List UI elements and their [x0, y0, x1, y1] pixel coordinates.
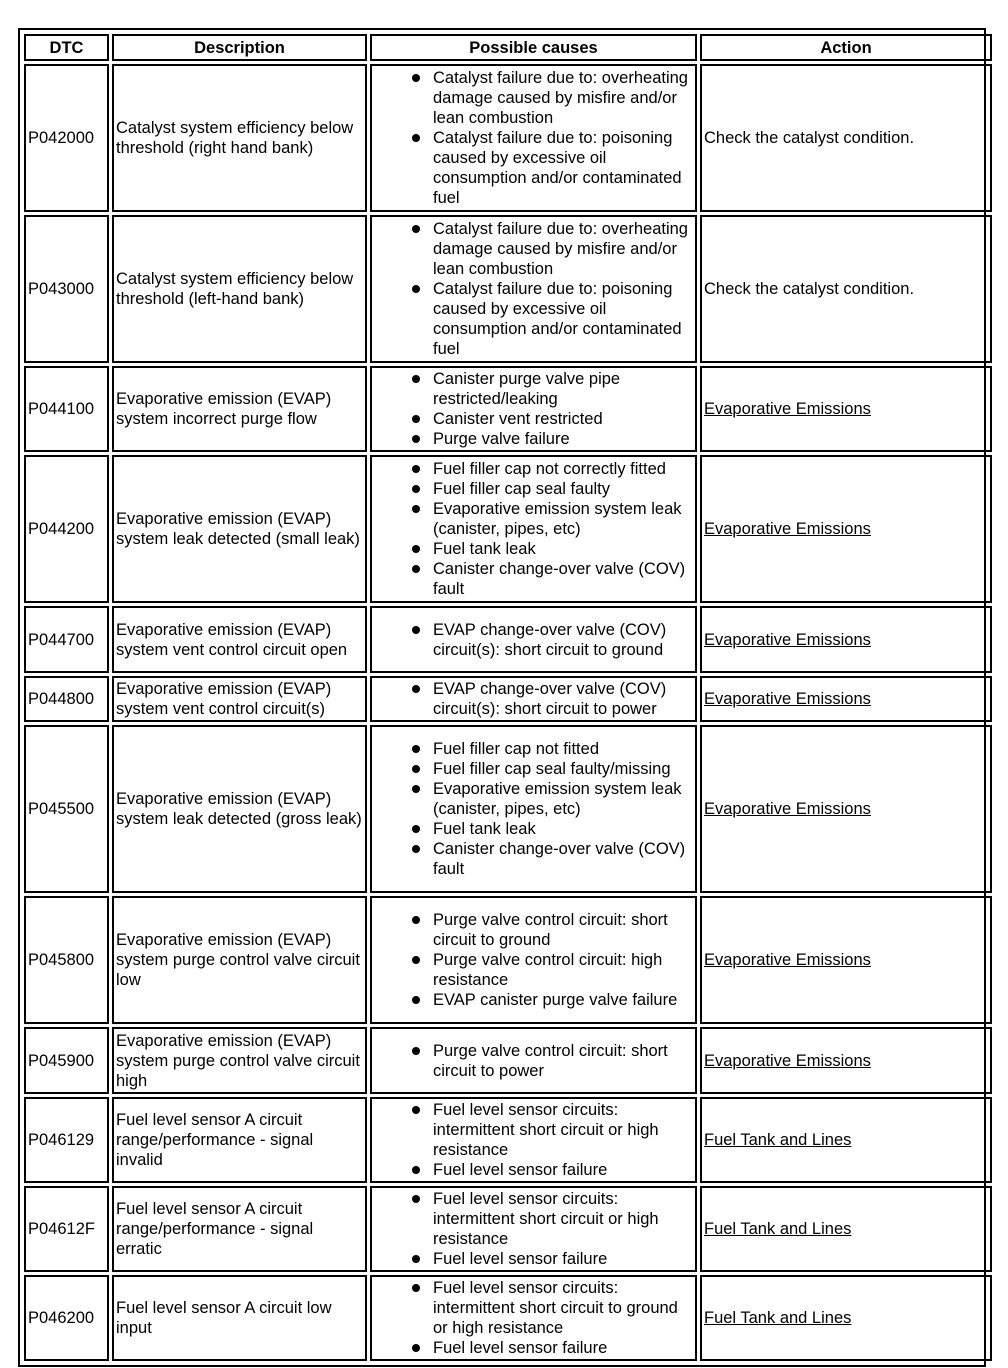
header-description: Description — [112, 34, 367, 61]
action-cell — [700, 676, 992, 722]
header-dtc: DTC — [24, 34, 109, 61]
causes-list — [372, 68, 693, 208]
table-row — [24, 1027, 992, 1094]
causes-list — [372, 219, 693, 359]
cause-item: Canister purge valve pipe restricted/leaking — [372, 369, 693, 409]
action-cell — [700, 896, 992, 1024]
causes-list — [372, 679, 693, 719]
dtc-description: Fuel level sensor A circuit range/performance - signal invalid — [112, 1097, 367, 1183]
possible-causes-cell — [370, 1027, 697, 1094]
action-link[interactable]: Evaporative Emissions — [704, 1051, 871, 1070]
dtc-code: P044700 — [24, 606, 109, 673]
cause-item: Canister change-over valve (COV) fault — [372, 839, 693, 879]
causes-list — [372, 620, 693, 660]
cause-item: EVAP change-over valve (COV) circuit(s): short circuit to power — [372, 679, 693, 719]
dtc-description: Evaporative emission (EVAP) system purge control valve circuit low — [112, 896, 367, 1024]
dtc-table — [21, 31, 995, 1364]
table-row — [24, 64, 992, 212]
action-link[interactable]: Evaporative Emissions — [704, 400, 871, 418]
cause-item: Catalyst failure due to: poisoning caused by excessive oil consumption and/or contaminated fuel — [372, 128, 693, 208]
causes-list — [372, 1041, 693, 1081]
cause-item: Evaporative emission system leak (canister, pipes, etc) — [372, 499, 693, 539]
header-possible-causes: Possible causes — [370, 34, 697, 61]
cause-item: Fuel filler cap seal faulty/missing — [372, 759, 693, 779]
dtc-description: Catalyst system efficiency below threshold (left-hand bank) — [112, 215, 367, 363]
causes-list — [372, 1100, 693, 1180]
table-row — [24, 606, 992, 673]
causes-list — [372, 1189, 693, 1269]
dtc-description: Evaporative emission (EVAP) system leak detected (gross leak) — [112, 725, 367, 893]
dtc-code: P044200 — [24, 455, 109, 603]
dtc-code: P045800 — [24, 896, 109, 1024]
dtc-code: P04612F — [24, 1186, 109, 1272]
header-action: Action — [700, 34, 992, 61]
dtc-code: P045900 — [24, 1027, 109, 1094]
table-row — [24, 1186, 992, 1272]
cause-item: Purge valve control circuit: short circuit to ground — [372, 910, 693, 950]
dtc-code: P044800 — [24, 676, 109, 722]
possible-causes-cell — [370, 1097, 697, 1183]
dtc-table-frame — [18, 28, 986, 1367]
cause-item: Canister vent restricted — [372, 409, 693, 429]
possible-causes-cell — [370, 366, 697, 452]
action-cell — [700, 64, 992, 212]
action-link[interactable]: Evaporative Emissions — [704, 630, 871, 649]
cause-item: Fuel level sensor circuits: intermittent short circuit to ground or high resistance — [372, 1278, 693, 1338]
cause-item: Fuel level sensor failure — [372, 1160, 693, 1180]
dtc-description: Catalyst system efficiency below threshold (right hand bank) — [112, 64, 367, 212]
dtc-code: P044100 — [24, 366, 109, 452]
cause-item: Fuel tank leak — [372, 539, 693, 559]
cause-item: Catalyst failure due to: poisoning caused by excessive oil consumption and/or contaminated fuel — [372, 279, 693, 359]
cause-item: Canister change-over valve (COV) fault — [372, 559, 693, 599]
possible-causes-cell — [370, 455, 697, 603]
action-cell — [700, 455, 992, 603]
cause-item: Fuel level sensor failure — [372, 1338, 693, 1358]
possible-causes-cell — [370, 676, 697, 722]
possible-causes-cell — [370, 725, 697, 893]
header-row — [24, 34, 992, 61]
action-link[interactable]: Fuel Tank and Lines — [704, 1309, 852, 1327]
cause-item: Fuel filler cap seal faulty — [372, 479, 693, 499]
table-body — [24, 64, 992, 1361]
possible-causes-cell — [370, 896, 697, 1024]
action-cell — [700, 1027, 992, 1094]
table-row — [24, 676, 992, 722]
dtc-description: Fuel level sensor A circuit range/performance - signal erratic — [112, 1186, 367, 1272]
action-text: Check the catalyst condition. — [704, 280, 915, 298]
action-cell — [700, 606, 992, 673]
action-cell — [700, 725, 992, 893]
table-row — [24, 725, 992, 893]
possible-causes-cell — [370, 606, 697, 673]
possible-causes-cell — [370, 215, 697, 363]
action-link[interactable]: Fuel Tank and Lines — [704, 1131, 852, 1149]
causes-list — [372, 369, 693, 449]
action-cell — [700, 1275, 992, 1361]
cause-item: Fuel level sensor failure — [372, 1249, 693, 1269]
action-cell — [700, 366, 992, 452]
action-cell — [700, 1097, 992, 1183]
dtc-code: P043000 — [24, 215, 109, 363]
action-text: Check the catalyst condition. — [704, 129, 915, 147]
causes-list — [372, 1278, 693, 1358]
dtc-description: Evaporative emission (EVAP) system vent control circuit open — [112, 606, 367, 673]
causes-list — [372, 459, 693, 599]
cause-item: Fuel filler cap not correctly fitted — [372, 459, 693, 479]
dtc-description: Evaporative emission (EVAP) system vent control circuit(s) — [112, 676, 367, 722]
action-link[interactable]: Evaporative Emissions — [704, 690, 871, 708]
action-cell — [700, 1186, 992, 1272]
dtc-code: P046129 — [24, 1097, 109, 1183]
table-row — [24, 1097, 992, 1183]
dtc-description: Fuel level sensor A circuit low input — [112, 1275, 367, 1361]
cause-item: Fuel level sensor circuits: intermittent short circuit or high resistance — [372, 1189, 693, 1249]
dtc-code: P045500 — [24, 725, 109, 893]
cause-item: Purge valve control circuit: short circuit to power — [372, 1041, 693, 1081]
cause-item: Purge valve control circuit: high resistance — [372, 950, 693, 990]
action-link[interactable]: Evaporative Emissions — [704, 951, 871, 969]
table-row — [24, 215, 992, 363]
table-row — [24, 1275, 992, 1361]
dtc-description: Evaporative emission (EVAP) system purge control valve circuit high — [112, 1027, 367, 1094]
action-cell — [700, 215, 992, 363]
action-link[interactable]: Fuel Tank and Lines — [704, 1220, 852, 1238]
cause-item: Evaporative emission system leak (canister, pipes, etc) — [372, 779, 693, 819]
dtc-code: P046200 — [24, 1275, 109, 1361]
dtc-description: Evaporative emission (EVAP) system incorrect purge flow — [112, 366, 367, 452]
cause-item: Fuel level sensor circuits: intermittent short circuit or high resistance — [372, 1100, 693, 1160]
possible-causes-cell — [370, 64, 697, 212]
action-link[interactable]: Evaporative Emissions — [704, 800, 871, 818]
possible-causes-cell — [370, 1275, 697, 1361]
dtc-code: P042000 — [24, 64, 109, 212]
dtc-description: Evaporative emission (EVAP) system leak detected (small leak) — [112, 455, 367, 603]
cause-item: Fuel tank leak — [372, 819, 693, 839]
cause-item: EVAP canister purge valve failure — [372, 990, 693, 1010]
cause-item: Fuel filler cap not fitted — [372, 739, 693, 759]
table-row — [24, 896, 992, 1024]
causes-list — [372, 910, 693, 1010]
table-row — [24, 366, 992, 452]
cause-item: Catalyst failure due to: overheating damage caused by misfire and/or lean combustion — [372, 68, 693, 128]
causes-list — [372, 739, 693, 879]
possible-causes-cell — [370, 1186, 697, 1272]
cause-item: EVAP change-over valve (COV) circuit(s): short circuit to ground — [372, 620, 693, 660]
table-row — [24, 455, 992, 603]
cause-item: Purge valve failure — [372, 429, 693, 449]
action-link[interactable]: Evaporative Emissions — [704, 520, 871, 538]
cause-item: Catalyst failure due to: overheating damage caused by misfire and/or lean combustion — [372, 219, 693, 279]
